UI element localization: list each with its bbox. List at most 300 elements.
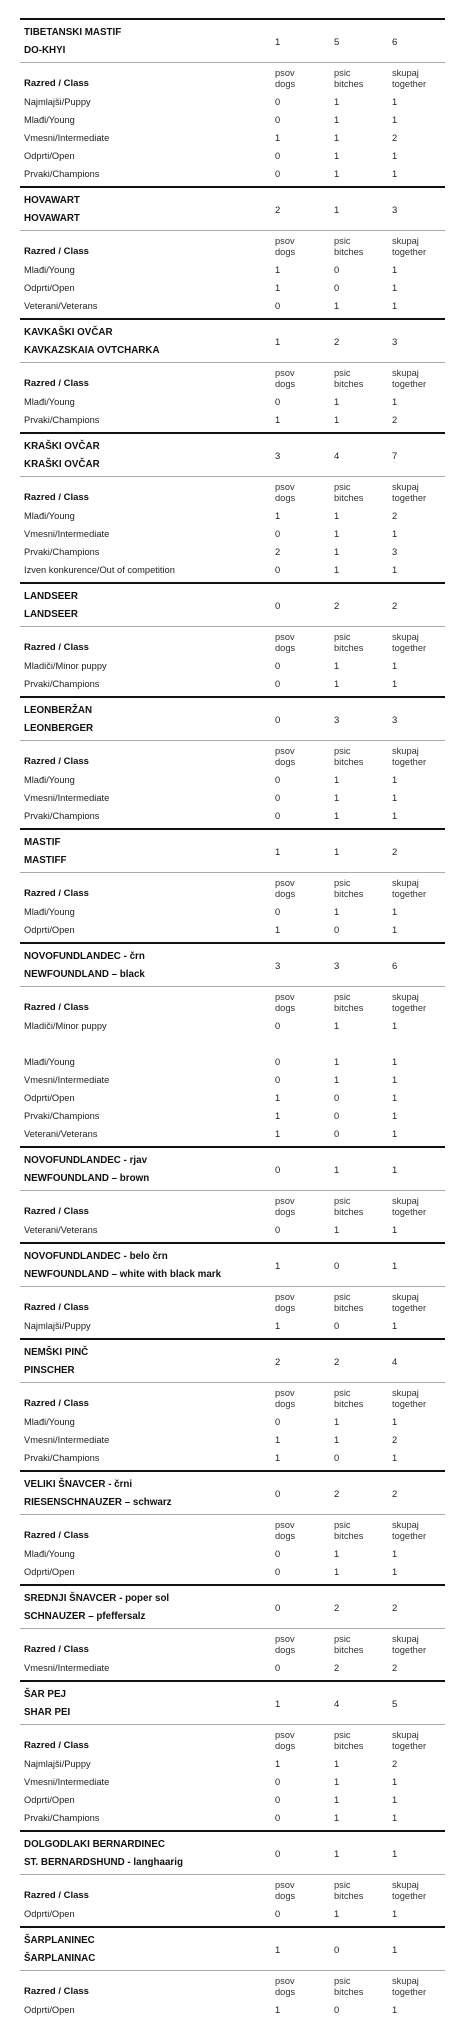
class-name: Odprti/Open [24, 283, 75, 293]
breed-header [20, 1586, 445, 1628]
class-table-header [20, 1195, 445, 1222]
class-name: Odprti/Open [24, 1093, 75, 1103]
breed-header [20, 1472, 445, 1514]
class-dogs-count: 0 [275, 529, 281, 539]
class-row [20, 544, 445, 562]
together-column-header-line1: skupaj [392, 992, 419, 1002]
class-name: Najmlajši/Puppy [24, 1321, 91, 1331]
class-bitches-count: 1 [334, 415, 340, 425]
class-total-count: 2 [392, 1663, 398, 1673]
together-column-header [392, 236, 426, 257]
dogs-column-header-line2: dogs [275, 246, 296, 257]
bitches-column-header-line2: bitches [334, 378, 364, 389]
breed-dogs-total: 2 [275, 1357, 281, 1368]
class-name: Veterani/Veterans [24, 1225, 98, 1235]
class-column-label: Razred / Class [24, 756, 89, 767]
class-bitches-count: 1 [334, 1075, 340, 1085]
dogs-column-header-line2: dogs [275, 378, 296, 389]
class-total-count: 1 [392, 1057, 398, 1067]
breed-bitches-total: 1 [334, 205, 340, 216]
breed-bitches-total: 2 [334, 1603, 340, 1614]
bitches-column-header-line1: psic [334, 68, 351, 78]
class-name: Mlađi/Young [24, 907, 75, 917]
class-total-count: 1 [392, 1129, 398, 1139]
breed-name-english: ST. BERNARDSHUND - langhaarig [24, 1857, 183, 1868]
together-column-header-line1: skupaj [392, 878, 419, 888]
breed-bitches-total: 2 [334, 601, 340, 612]
class-dogs-count: 0 [275, 1777, 281, 1787]
bitches-column-header-line2: bitches [334, 1986, 364, 1997]
breed-dogs-total: 1 [275, 37, 281, 48]
class-dogs-count: 0 [275, 1021, 281, 1031]
class-bitches-count: 0 [334, 283, 340, 293]
class-dogs-count: 0 [275, 301, 281, 311]
breed-grand-total: 3 [392, 337, 398, 348]
class-table [20, 740, 445, 828]
class-table-header [20, 745, 445, 772]
dogs-column-header-line1: psov [275, 1196, 295, 1206]
class-table-header [20, 367, 445, 394]
breed-section [20, 186, 445, 318]
breed-name-local: DOLGODLAKI BERNARDINEC [24, 1839, 165, 1850]
class-total-count: 1 [392, 2005, 398, 2015]
class-dogs-count: 0 [275, 793, 281, 803]
class-name: Prvaki/Champions [24, 169, 100, 179]
class-name: Najmlajši/Puppy [24, 1759, 91, 1769]
breed-grand-total: 1 [392, 1261, 398, 1272]
together-column-header-line1: skupaj [392, 1880, 419, 1890]
together-column-header [392, 1520, 426, 1541]
class-name: Vmesni/Intermediate [24, 133, 110, 143]
class-row [20, 1090, 445, 1108]
class-bitches-count: 1 [334, 1813, 340, 1823]
breed-section [20, 1926, 445, 2022]
class-total-count: 1 [392, 1909, 398, 1919]
class-name: Mladiči/Minor puppy [24, 661, 107, 671]
dogs-column-header [275, 746, 295, 767]
class-table [20, 1286, 445, 1338]
breed-dogs-total: 1 [275, 847, 281, 858]
class-row [20, 1546, 445, 1564]
dogs-column-header-line1: psov [275, 1976, 295, 1986]
bitches-column-header-line2: bitches [334, 492, 364, 503]
dogs-column-header [275, 236, 295, 257]
dogs-column-header-line1: psov [275, 68, 295, 78]
together-column-header [392, 878, 426, 899]
breed-section [20, 582, 445, 696]
bitches-column-header-line1: psic [334, 1634, 351, 1644]
class-total-count: 1 [392, 397, 398, 407]
class-column-label: Razred / Class [24, 492, 89, 503]
class-bitches-count: 2 [334, 1663, 340, 1673]
breed-bitches-total: 2 [334, 1489, 340, 1500]
breed-name-local: ŠAR PEJ [24, 1689, 66, 1700]
class-name: Mladiči/Minor puppy [24, 1021, 107, 1031]
breed-bitches-total: 0 [334, 1261, 340, 1272]
class-name: Veterani/Veterans [24, 1129, 98, 1139]
breed-name-english: DO-KHYI [24, 45, 66, 56]
class-bitches-count: 0 [334, 1093, 340, 1103]
class-name: Prvaki/Champions [24, 547, 100, 557]
class-row [20, 1810, 445, 1828]
breed-bitches-total: 1 [334, 1849, 340, 1860]
breed-header [20, 1682, 445, 1724]
dogs-column-header-line2: dogs [275, 492, 296, 503]
class-bitches-count: 1 [334, 679, 340, 689]
class-name: Vmesni/Intermediate [24, 529, 110, 539]
dogs-column-header-line2: dogs [275, 1002, 296, 1013]
class-name: Mlađi/Young [24, 1057, 75, 1067]
class-dogs-count: 0 [275, 1225, 281, 1235]
class-row [20, 676, 445, 694]
class-bitches-count: 1 [334, 1057, 340, 1067]
class-dogs-count: 1 [275, 1759, 281, 1769]
breed-dogs-total: 3 [275, 961, 281, 972]
breed-grand-total: 2 [392, 1603, 398, 1614]
class-table [20, 872, 445, 942]
class-total-count: 2 [392, 511, 398, 521]
class-dogs-count: 1 [275, 1111, 281, 1121]
class-dogs-count: 0 [275, 907, 281, 917]
class-row [20, 148, 445, 166]
class-column-label: Razred / Class [24, 1002, 89, 1013]
class-dogs-count: 0 [275, 679, 281, 689]
class-row [20, 1126, 445, 1144]
class-table-header [20, 1729, 445, 1756]
breed-section [20, 1146, 445, 1242]
bitches-column-header-line1: psic [334, 1196, 351, 1206]
dogs-column-header-line2: dogs [275, 642, 296, 653]
breed-name-english: ŠARPLANINAC [24, 1953, 96, 1964]
bitches-column-header-line2: bitches [334, 756, 364, 767]
dogs-column-header-line2: dogs [275, 756, 296, 767]
bitches-column-header-line2: bitches [334, 1398, 364, 1409]
class-bitches-count: 1 [334, 115, 340, 125]
dogs-column-header [275, 1730, 295, 1751]
breed-bitches-total: 3 [334, 961, 340, 972]
class-row [20, 904, 445, 922]
class-table-header [20, 631, 445, 658]
breed-name-local: HOVAWART [24, 195, 80, 206]
bitches-column-header-line1: psic [334, 482, 351, 492]
breed-dogs-total: 3 [275, 451, 281, 462]
class-bitches-count: 0 [334, 1321, 340, 1331]
class-bitches-count: 1 [334, 1021, 340, 1031]
breed-section [20, 432, 445, 582]
dogs-column-header [275, 68, 295, 89]
class-name: Mlađi/Young [24, 397, 75, 407]
dogs-column-header-line2: dogs [275, 1644, 296, 1655]
class-bitches-count: 1 [334, 565, 340, 575]
class-row [20, 658, 445, 676]
bitches-column-header [334, 1196, 363, 1217]
class-bitches-count: 1 [334, 793, 340, 803]
breed-name-english: RIESENSCHNAUZER – schwarz [24, 1497, 172, 1508]
class-bitches-count: 1 [334, 397, 340, 407]
class-name: Prvaki/Champions [24, 1111, 100, 1121]
class-name: Mlađi/Young [24, 265, 75, 275]
breed-name-local: SREDNJI ŠNAVCER - poper sol [24, 1593, 170, 1604]
class-table-header [20, 1879, 445, 1906]
breed-name-english: LANDSEER [24, 609, 78, 620]
together-column-header [392, 68, 426, 89]
breed-grand-total: 7 [392, 451, 398, 462]
class-row [20, 922, 445, 940]
breed-name-local: LEONBERŽAN [24, 705, 93, 716]
class-table [20, 1970, 445, 2022]
together-column-header [392, 368, 426, 389]
class-column-label: Razred / Class [24, 642, 89, 653]
breed-grand-total: 1 [392, 1849, 398, 1860]
breed-section [20, 828, 445, 942]
class-row [20, 1072, 445, 1090]
together-column-header-line1: skupaj [392, 1520, 419, 1530]
class-bitches-count: 1 [334, 661, 340, 671]
bitches-column-header-line1: psic [334, 1388, 351, 1398]
breed-dogs-total: 0 [275, 1165, 281, 1176]
class-dogs-count: 0 [275, 1057, 281, 1067]
class-bitches-count: 0 [334, 1129, 340, 1139]
together-column-header-line1: skupaj [392, 632, 419, 642]
class-row [20, 112, 445, 130]
breed-header [20, 1928, 445, 1970]
class-table-header [20, 1291, 445, 1318]
class-bitches-count: 0 [334, 1453, 340, 1463]
bitches-column-header-line1: psic [334, 1880, 351, 1890]
breed-name-english: SCHNAUZER – pfeffersalz [24, 1611, 146, 1622]
class-dogs-count: 0 [275, 1909, 281, 1919]
class-bitches-count: 1 [334, 133, 340, 143]
class-row [20, 1450, 445, 1468]
class-bitches-count: 1 [334, 1795, 340, 1805]
class-row [20, 1906, 445, 1924]
class-table-header [20, 877, 445, 904]
class-dogs-count: 0 [275, 97, 281, 107]
together-column-header-line2: together [392, 1740, 427, 1751]
breed-name-local: VELIKI ŠNAVCER - črni [24, 1479, 133, 1490]
breed-name-local: KAVKAŠKI OVČAR [24, 327, 113, 338]
dogs-column-header-line1: psov [275, 746, 295, 756]
bitches-column-header-line2: bitches [334, 1644, 364, 1655]
class-name: Prvaki/Champions [24, 679, 100, 689]
dogs-column-header-line2: dogs [275, 888, 296, 899]
breed-dogs-total: 0 [275, 601, 281, 612]
together-column-header [392, 1634, 426, 1655]
breed-name-english: MASTIFF [24, 855, 67, 866]
breed-grand-total: 2 [392, 601, 398, 612]
dogs-column-header [275, 878, 295, 899]
class-total-count: 1 [392, 283, 398, 293]
breed-header [20, 320, 445, 362]
breed-section [20, 1830, 445, 1926]
class-column-label: Razred / Class [24, 1644, 89, 1655]
class-dogs-count: 0 [275, 151, 281, 161]
together-column-header-line1: skupaj [392, 1388, 419, 1398]
dogs-column-header-line1: psov [275, 368, 295, 378]
results-document [20, 18, 445, 2022]
class-total-count: 1 [392, 169, 398, 179]
class-dogs-count: 1 [275, 1093, 281, 1103]
class-name: Prvaki/Champions [24, 811, 100, 821]
together-column-header-line1: skupaj [392, 1634, 419, 1644]
bitches-column-header-line2: bitches [334, 1530, 364, 1541]
bitches-column-header-line1: psic [334, 236, 351, 246]
bitches-column-header-line1: psic [334, 632, 351, 642]
class-total-count: 1 [392, 1795, 398, 1805]
bitches-column-header-line2: bitches [334, 1302, 364, 1313]
class-name: Vmesni/Intermediate [24, 1663, 110, 1673]
breed-dogs-total: 0 [275, 1603, 281, 1614]
class-name: Mlađi/Young [24, 115, 75, 125]
class-name: Odprti/Open [24, 1909, 75, 1919]
class-total-count: 1 [392, 811, 398, 821]
breed-section [20, 1680, 445, 1830]
class-dogs-count: 2 [275, 547, 281, 557]
class-dogs-count: 1 [275, 1129, 281, 1139]
bitches-column-header [334, 992, 363, 1013]
together-column-header [392, 1196, 426, 1217]
dogs-column-header-line2: dogs [275, 1302, 296, 1313]
class-name: Prvaki/Champions [24, 1813, 100, 1823]
class-column-label: Razred / Class [24, 1398, 89, 1409]
bitches-column-header-line1: psic [334, 1730, 351, 1740]
bitches-column-header [334, 68, 363, 89]
class-row [20, 2002, 445, 2020]
class-dogs-count: 0 [275, 115, 281, 125]
dogs-column-header [275, 368, 295, 389]
dogs-column-header-line1: psov [275, 1388, 295, 1398]
together-column-header-line2: together [392, 1398, 427, 1409]
breed-section [20, 318, 445, 432]
class-row [20, 790, 445, 808]
together-column-header-line1: skupaj [392, 1292, 419, 1302]
class-total-count: 1 [392, 151, 398, 161]
class-bitches-count: 1 [334, 1435, 340, 1445]
dogs-column-header [275, 482, 295, 503]
breed-grand-total: 2 [392, 1489, 398, 1500]
class-dogs-count: 0 [275, 811, 281, 821]
class-bitches-count: 0 [334, 925, 340, 935]
class-table-header [20, 991, 445, 1018]
class-column-label: Razred / Class [24, 78, 89, 89]
breed-grand-total: 1 [392, 1945, 398, 1956]
class-total-count: 1 [392, 793, 398, 803]
together-column-header-line1: skupaj [392, 368, 419, 378]
breed-grand-total: 5 [392, 1699, 398, 1710]
dogs-column-header-line2: dogs [275, 1986, 296, 1997]
class-total-count: 1 [392, 775, 398, 785]
class-total-count: 1 [392, 661, 398, 671]
class-dogs-count: 0 [275, 661, 281, 671]
together-column-header-line2: together [392, 1302, 427, 1313]
class-row [20, 508, 445, 526]
class-column-label: Razred / Class [24, 1302, 89, 1313]
breed-grand-total: 3 [392, 205, 398, 216]
dogs-column-header-line1: psov [275, 236, 295, 246]
together-column-header-line2: together [392, 888, 427, 899]
class-bitches-count: 1 [334, 811, 340, 821]
class-bitches-count: 0 [334, 265, 340, 275]
class-total-count: 1 [392, 115, 398, 125]
class-dogs-count: 0 [275, 1549, 281, 1559]
class-bitches-count: 1 [334, 169, 340, 179]
class-bitches-count: 1 [334, 1759, 340, 1769]
dogs-column-header-line2: dogs [275, 1206, 296, 1217]
breed-name-local: NOVOFUNDLANDEC - črn [24, 951, 145, 962]
class-dogs-count: 1 [275, 1435, 281, 1445]
breed-header [20, 1340, 445, 1382]
class-total-count: 1 [392, 265, 398, 275]
dogs-column-header-line1: psov [275, 632, 295, 642]
bitches-column-header [334, 236, 363, 257]
dogs-column-header [275, 632, 295, 653]
together-column-header-line2: together [392, 642, 427, 653]
class-total-count: 1 [392, 1321, 398, 1331]
breed-name-english: LEONBERGER [24, 723, 94, 734]
class-column-label: Razred / Class [24, 378, 89, 389]
class-total-count: 3 [392, 547, 398, 557]
class-bitches-count: 1 [334, 151, 340, 161]
class-dogs-count: 1 [275, 1321, 281, 1331]
class-dogs-count: 1 [275, 133, 281, 143]
dogs-column-header [275, 1520, 295, 1541]
class-row [20, 1660, 445, 1678]
bitches-column-header [334, 1388, 363, 1409]
class-table [20, 476, 445, 582]
together-column-header [392, 1880, 426, 1901]
breed-dogs-total: 0 [275, 1489, 281, 1500]
class-name: Veterani/Veterans [24, 301, 98, 311]
class-table [20, 230, 445, 318]
class-table [20, 1382, 445, 1470]
breed-section [20, 1584, 445, 1680]
class-table [20, 362, 445, 432]
class-column-label: Razred / Class [24, 888, 89, 899]
together-column-header-line2: together [392, 1530, 427, 1541]
class-name: Najmlajši/Puppy [24, 97, 91, 107]
bitches-column-header-line1: psic [334, 878, 351, 888]
class-name: Mlađi/Young [24, 1417, 75, 1427]
class-row [20, 1564, 445, 1582]
class-total-count: 1 [392, 1567, 398, 1577]
dogs-column-header-line1: psov [275, 1520, 295, 1530]
class-bitches-count: 1 [334, 1417, 340, 1427]
breed-name-local: KRAŠKI OVČAR [24, 441, 100, 452]
bitches-column-header-line1: psic [334, 368, 351, 378]
class-name: Prvaki/Champions [24, 1453, 100, 1463]
class-table [20, 1724, 445, 1830]
class-table [20, 1874, 445, 1926]
together-column-header-line1: skupaj [392, 1976, 419, 1986]
together-column-header [392, 1388, 426, 1409]
breed-dogs-total: 0 [275, 1849, 281, 1860]
breed-name-local: LANDSEER [24, 591, 78, 602]
bitches-column-header-line1: psic [334, 1292, 351, 1302]
class-total-count: 1 [392, 1093, 398, 1103]
bitches-column-header [334, 1520, 363, 1541]
class-name: Vmesni/Intermediate [24, 793, 110, 803]
dogs-column-header-line2: dogs [275, 1398, 296, 1409]
bitches-column-header [334, 1880, 363, 1901]
class-total-count: 1 [392, 529, 398, 539]
together-column-header-line1: skupaj [392, 482, 419, 492]
class-name: Odprti/Open [24, 1795, 75, 1805]
class-row [20, 772, 445, 790]
class-bitches-count: 1 [334, 97, 340, 107]
class-column-label: Razred / Class [24, 1206, 89, 1217]
class-column-label: Razred / Class [24, 1740, 89, 1751]
class-dogs-count: 1 [275, 415, 281, 425]
